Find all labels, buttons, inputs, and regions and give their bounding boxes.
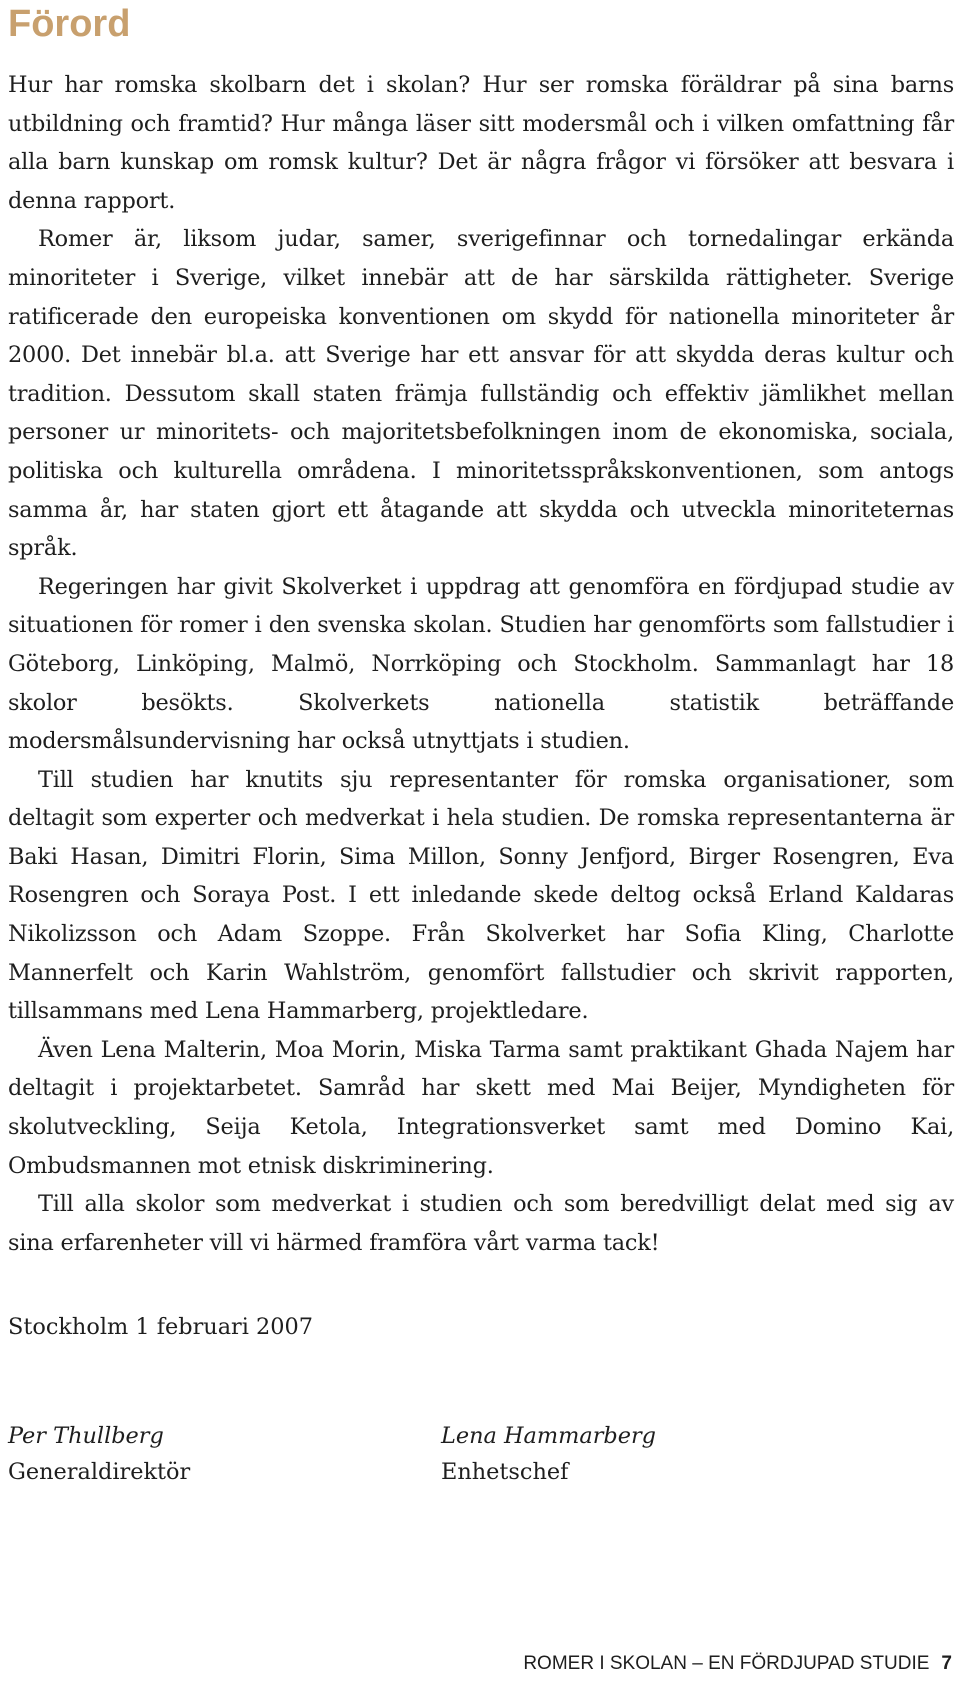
signature-block-director bbox=[8, 1418, 190, 1490]
page-number: 7 bbox=[941, 1653, 952, 1674]
signature-name: Lena Hammarberg bbox=[441, 1423, 657, 1449]
body-text bbox=[8, 66, 954, 1262]
paragraph-representatives: Till studien har knutits sju representanter för romska organisationer, som deltagit som experter och medverkat i hela studien. De romska representanterna är Baki Hasan, Dimitri Florin, Sima Millon, Sonny Jenfjord, Birger Rosengren, Eva Rosengren och Soraya Post. I ett inledande skede deltog också Erland Kaldaras Nikolizsson och Adam Szoppe. Från Skolverket har Sofia Kling, Charlotte Mannerfelt och Karin Wahlström, genomfört fallstudier och skrivit rapporten, tillsammans med Lena Hammarberg, projektledare. bbox=[8, 766, 954, 1025]
paragraph-minorities: Romer är, liksom judar, samer, sverigefinnar och tornedalingar erkända minoriteter i Sverige, vilket innebär att de har särskilda rättigheter. Sverige ratificerade den europeiska konventionen om skydd för nationella minoriteter år 2000. Det innebär bl.a. att Sverige har ett ansvar för att skydda deras kultur och tradition. Dessutom skall staten främja fullständig och effektiv jämlikhet mellan personer ur minoritets- och majoritetsbefolkningen inom de ekonomiska, sociala, politiska och kulturella områdena. I minoritetsspråkskonventionen, som antogs samma år, har staten gjort ett åtagande att skydda och utveckla minoriteternas språk. bbox=[8, 226, 954, 562]
page-footer bbox=[482, 1652, 952, 1676]
paragraph-intro: Hur har romska skolbarn det i skolan? Hur ser romska föräldrar på sina barns utbildning och framtid? Hur många läser sitt modersmål och i vilken omfattning får alla barn kunskap om romsk kultur? Det är några frågor vi försöker att besvara i denna rapport. bbox=[8, 72, 954, 214]
paragraph-assignment: Regeringen har givit Skolverket i uppdrag att genomföra en fördjupad studie av situationen för romer i den svenska skolan. Studien har genomförts som fallstudier i Göteborg, Linköping, Malmö, Norrköping och Stockholm. Sammanlagt har 18 skolor besökts. Skolverkets nationella statistik beträffande modersmålsundervisning har också utnyttjats i studien. bbox=[8, 573, 954, 755]
place-date: Stockholm 1 februari 2007 bbox=[8, 1314, 314, 1340]
signature-name: Per Thullberg bbox=[8, 1423, 164, 1449]
signature-role: Generaldirektör bbox=[8, 1459, 191, 1485]
paragraph-participants: Även Lena Malterin, Moa Morin, Miska Tarma samt praktikant Ghada Najem har deltagit i projektarbetet. Samråd har skett med Mai Beijer, Myndigheten för skolutveckling, Seija Ketola, Integrationsverket samt med Domino Kai, Ombudsmannen mot etnisk diskriminering. bbox=[8, 1036, 954, 1179]
signature-block-head bbox=[441, 1418, 656, 1490]
page-title: Förord bbox=[8, 3, 131, 45]
running-title: ROMER I SKOLAN – EN FÖRDJUPAD STUDIE bbox=[523, 1653, 930, 1674]
signature-role: Enhetschef bbox=[441, 1459, 569, 1485]
paragraph-thanks: Till alla skolor som medverkat i studien och som beredvilligt delat med sig av sina erfarenheter vill vi härmed framföra vårt varma tack! bbox=[8, 1191, 954, 1256]
